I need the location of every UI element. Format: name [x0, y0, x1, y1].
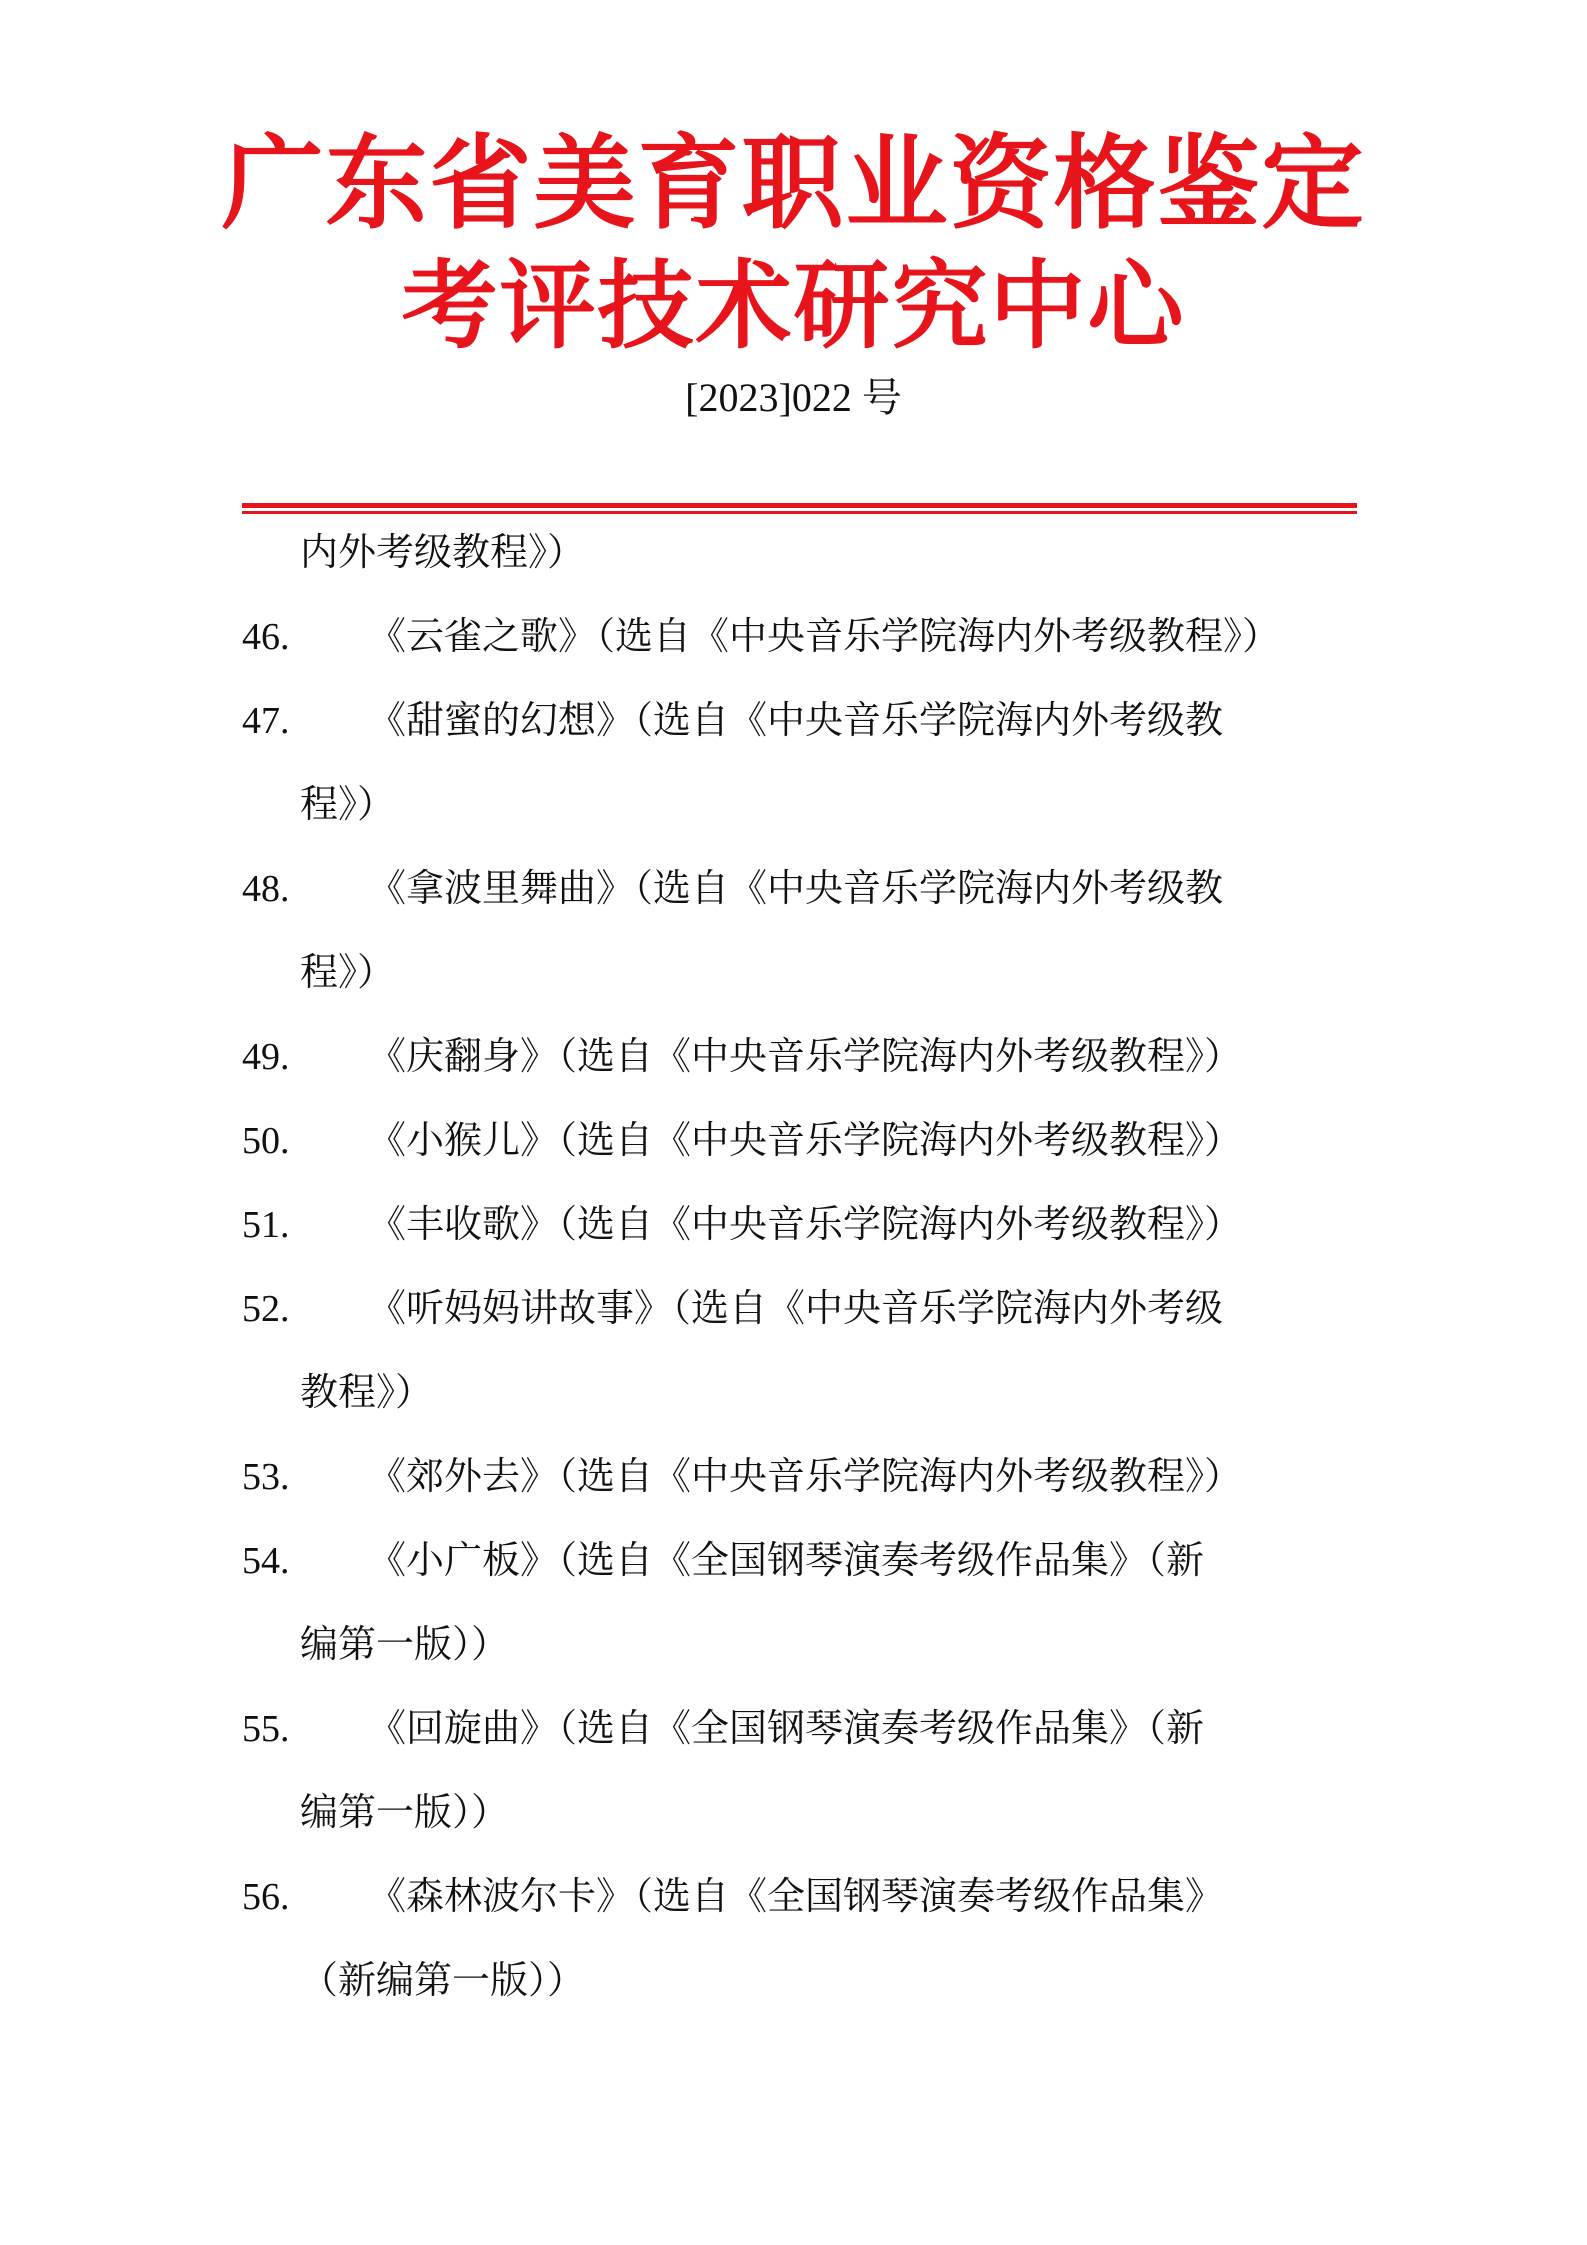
document-number: [2023]022 号	[685, 375, 902, 420]
header-divider-thin	[242, 511, 1357, 514]
header-divider-thick	[242, 503, 1357, 508]
list-item-number: 47.	[242, 700, 290, 742]
issuer-title-line1: 广东省美育职业资格鉴定	[221, 125, 1366, 244]
list-item-number: 55.	[242, 1708, 290, 1750]
list-item-text: 《回旋曲》（选自《全国钢琴演奏考级作品集》（新	[368, 1708, 1205, 1750]
list-item-text: 《小猴儿》（选自《中央音乐学院海内外考级教程》）	[368, 1120, 1243, 1162]
list-item-text: 《小广板》（选自《全国钢琴演奏考级作品集》（新	[368, 1540, 1205, 1582]
list-item-text: 《云雀之歌》（选自《中央音乐学院海内外考级教程》）	[368, 616, 1281, 658]
list-item-number: 50.	[242, 1120, 290, 1162]
list-item-number: 48.	[242, 868, 290, 910]
list-item-text: 《森林波尔卡》（选自《全国钢琴演奏考级作品集》	[368, 1876, 1224, 1918]
list-item-number: 52.	[242, 1288, 290, 1330]
list-item-number: 49.	[242, 1036, 290, 1078]
list-item-text: 《庆翻身》（选自《中央音乐学院海内外考级教程》）	[368, 1036, 1243, 1078]
list-item-text: 《丰收歌》（选自《中央音乐学院海内外考级教程》）	[368, 1204, 1243, 1246]
issuer-title-line2: 考评技术研究中心	[401, 250, 1186, 362]
list-item-number: 46.	[242, 616, 290, 658]
list-item-text-wrap: 编第一版））	[300, 1792, 510, 1834]
list-item-text-wrap: 教程》）	[300, 1372, 434, 1414]
list-item-text: 《拿波里舞曲》（选自《中央音乐学院海内外考级教	[368, 868, 1224, 910]
list-item-text-wrap: 程》）	[300, 952, 396, 994]
list-item-continuation: 内外考级教程》）	[300, 532, 586, 574]
list-item-number: 51.	[242, 1204, 290, 1246]
list-item-number: 54.	[242, 1540, 290, 1582]
list-item-text-wrap: （新编第一版））	[300, 1960, 586, 2002]
list-item-text: 《听妈妈讲故事》（选自《中央音乐学院海内外考级	[368, 1288, 1224, 1330]
list-item-number: 56.	[242, 1876, 290, 1918]
list-item-text: 《郊外去》（选自《中央音乐学院海内外考级教程》）	[368, 1456, 1243, 1498]
list-item-number: 53.	[242, 1456, 290, 1498]
list-item-text-wrap: 编第一版））	[300, 1624, 510, 1666]
list-item-text: 《甜蜜的幻想》（选自《中央音乐学院海内外考级教	[368, 700, 1224, 742]
list-item-text-wrap: 程》）	[300, 784, 396, 826]
